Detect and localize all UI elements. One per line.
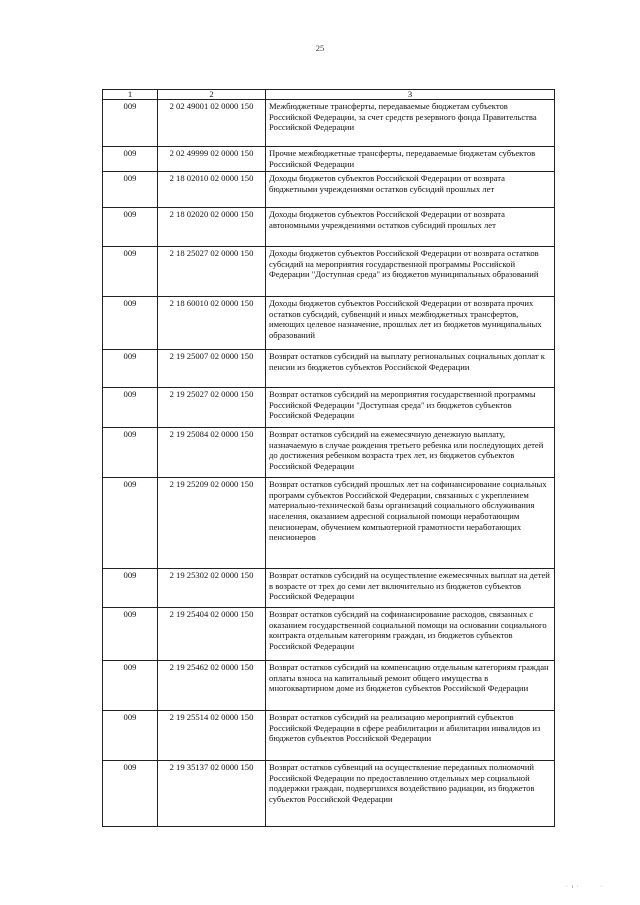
admin-code-cell: 009	[103, 297, 158, 350]
kbk-code-cell: 2 19 25302 02 0000 150	[158, 569, 266, 608]
admin-code-cell: 009	[103, 711, 158, 761]
table-row	[103, 100, 555, 147]
income-name-cell: Возврат остатков субвенций на осуществление переданных полномочий Российской Федерации по предоставлению отдельных мер социальной поддержки граждан, подвергшихся воздействию радиации, из бюджетов субъектов Российской Федерации	[266, 761, 555, 827]
column-header-2: 2	[158, 90, 266, 100]
admin-code-cell: 009	[103, 350, 158, 388]
admin-code-cell: 009	[103, 172, 158, 208]
page-number: 25	[315, 43, 325, 53]
kbk-code-cell: 2 18 25027 02 0000 150	[158, 247, 266, 297]
income-name-cell: Возврат остатков субсидий на выплату региональных социальных доплат к пенсии из бюджетов субъектов Российской Федерации	[266, 350, 555, 388]
admin-code-cell: 009	[103, 100, 158, 147]
income-name-cell: Доходы бюджетов субъектов Российской Федерации от возврата остатков субсидий на мероприятия государственной программы Российской Федерации "Доступная среда" из бюджетов муниципальных образований	[266, 247, 555, 297]
scan-margin-mark: · ı ·	[566, 884, 580, 890]
admin-code-cell: 009	[103, 478, 158, 569]
table-row	[103, 388, 555, 428]
table-row	[103, 297, 555, 350]
kbk-code-cell: 2 19 25084 02 0000 150	[158, 428, 266, 478]
table-row	[103, 350, 555, 388]
admin-code-cell: 009	[103, 428, 158, 478]
income-name-cell: Возврат остатков субсидий прошлых лет на софинансирование социальных программ субъектов Российской Федерации, связанных с укреплением материально-технической базы организаций социального обслуживания населения, оказанием адресной социальной помощи неработающим пенсионерам, обучением компьютерной грамотности неработающих пенсионеров	[266, 478, 555, 569]
table-row	[103, 569, 555, 608]
table-row	[103, 478, 555, 569]
table-row	[103, 661, 555, 711]
table-row	[103, 172, 555, 208]
table-row	[103, 428, 555, 478]
admin-code-cell: 009	[103, 761, 158, 827]
income-name-cell: Прочие межбюджетные трансферты, передаваемые бюджетам субъектов Российской Федерации	[266, 147, 555, 172]
kbk-code-cell: 2 19 25404 02 0000 150	[158, 608, 266, 661]
income-name-cell: Возврат остатков субсидий на компенсацию отдельным категориям граждан оплаты взноса на капитальный ремонт общего имущества в многоквартирном доме из бюджетов субъектов Российской Федерации	[266, 661, 555, 711]
table-row	[103, 147, 555, 172]
income-name-cell: Межбюджетные трансферты, передаваемые бюджетам субъектов Российской Федерации, за счет средств резервного фонда Правительства Российской Федерации	[266, 100, 555, 147]
admin-code-cell: 009	[103, 147, 158, 172]
income-name-cell: Возврат остатков субсидий на ежемесячную денежную выплату, назначаемую в случае рождения третьего ребенка или последующих детей до достижения ребенком возраста трех лет, из бюджетов субъектов Российской Федерации	[266, 428, 555, 478]
kbk-code-cell: 2 18 60010 02 0000 150	[158, 297, 266, 350]
kbk-code-cell: 2 18 02010 02 0000 150	[158, 172, 266, 208]
admin-code-cell: 009	[103, 661, 158, 711]
scan-margin-mark: ·	[600, 884, 603, 890]
kbk-code-cell: 2 02 49001 02 0000 150	[158, 100, 266, 147]
kbk-code-cell: 2 19 25462 02 0000 150	[158, 661, 266, 711]
admin-code-cell: 009	[103, 247, 158, 297]
kbk-code-cell: 2 19 25209 02 0000 150	[158, 478, 266, 569]
income-name-cell: Возврат остатков субсидий на мероприятия государственной программы Российской Федерации "Доступная среда" из бюджетов субъектов Российской Федерации	[266, 388, 555, 428]
admin-code-cell: 009	[103, 608, 158, 661]
column-header-3: 3	[266, 90, 555, 100]
table-row	[103, 208, 555, 247]
income-name-cell: Доходы бюджетов субъектов Российской Федерации от возврата бюджетными учреждениями остатков субсидий прошлых лет	[266, 172, 555, 208]
kbk-code-cell: 2 19 25007 02 0000 150	[158, 350, 266, 388]
admin-code-cell: 009	[103, 569, 158, 608]
income-name-cell: Возврат остатков субсидий на реализацию мероприятий субъектов Российской Федерации в сфере реабилитации и абилитации инвалидов из бюджетов субъектов Российской Федерации	[266, 711, 555, 761]
table-header-row	[103, 90, 555, 100]
kbk-code-cell: 2 18 02020 02 0000 150	[158, 208, 266, 247]
table-row	[103, 761, 555, 827]
table-row	[103, 247, 555, 297]
admin-code-cell: 009	[103, 208, 158, 247]
column-header-1: 1	[103, 90, 158, 100]
kbk-code-cell: 2 19 25514 02 0000 150	[158, 711, 266, 761]
admin-code-cell: 009	[103, 388, 158, 428]
budget-codes-table	[102, 89, 555, 827]
table-row	[103, 608, 555, 661]
kbk-code-cell: 2 02 49999 02 0000 150	[158, 147, 266, 172]
kbk-code-cell: 2 19 25027 02 0000 150	[158, 388, 266, 428]
income-name-cell: Доходы бюджетов субъектов Российской Федерации от возврата прочих остатков субсидий, субвенций и иных межбюджетных трансфертов, имеющих целевое назначение, прошлых лет из бюджетов муниципальных образований	[266, 297, 555, 350]
kbk-code-cell: 2 19 35137 02 0000 150	[158, 761, 266, 827]
income-name-cell: Возврат остатков субсидий на софинансирование расходов, связанных с оказанием государственной социальной помощи на основании социального контракта отдельным категориям граждан, из бюджетов субъектов Российской Федерации	[266, 608, 555, 661]
income-name-cell: Возврат остатков субсидий на осуществление ежемесячных выплат на детей в возрасте от трех до семи лет включительно из бюджетов субъектов Российской Федерации	[266, 569, 555, 608]
table-row	[103, 711, 555, 761]
income-name-cell: Доходы бюджетов субъектов Российской Федерации от возврата автономными учреждениями остатков субсидий прошлых лет	[266, 208, 555, 247]
